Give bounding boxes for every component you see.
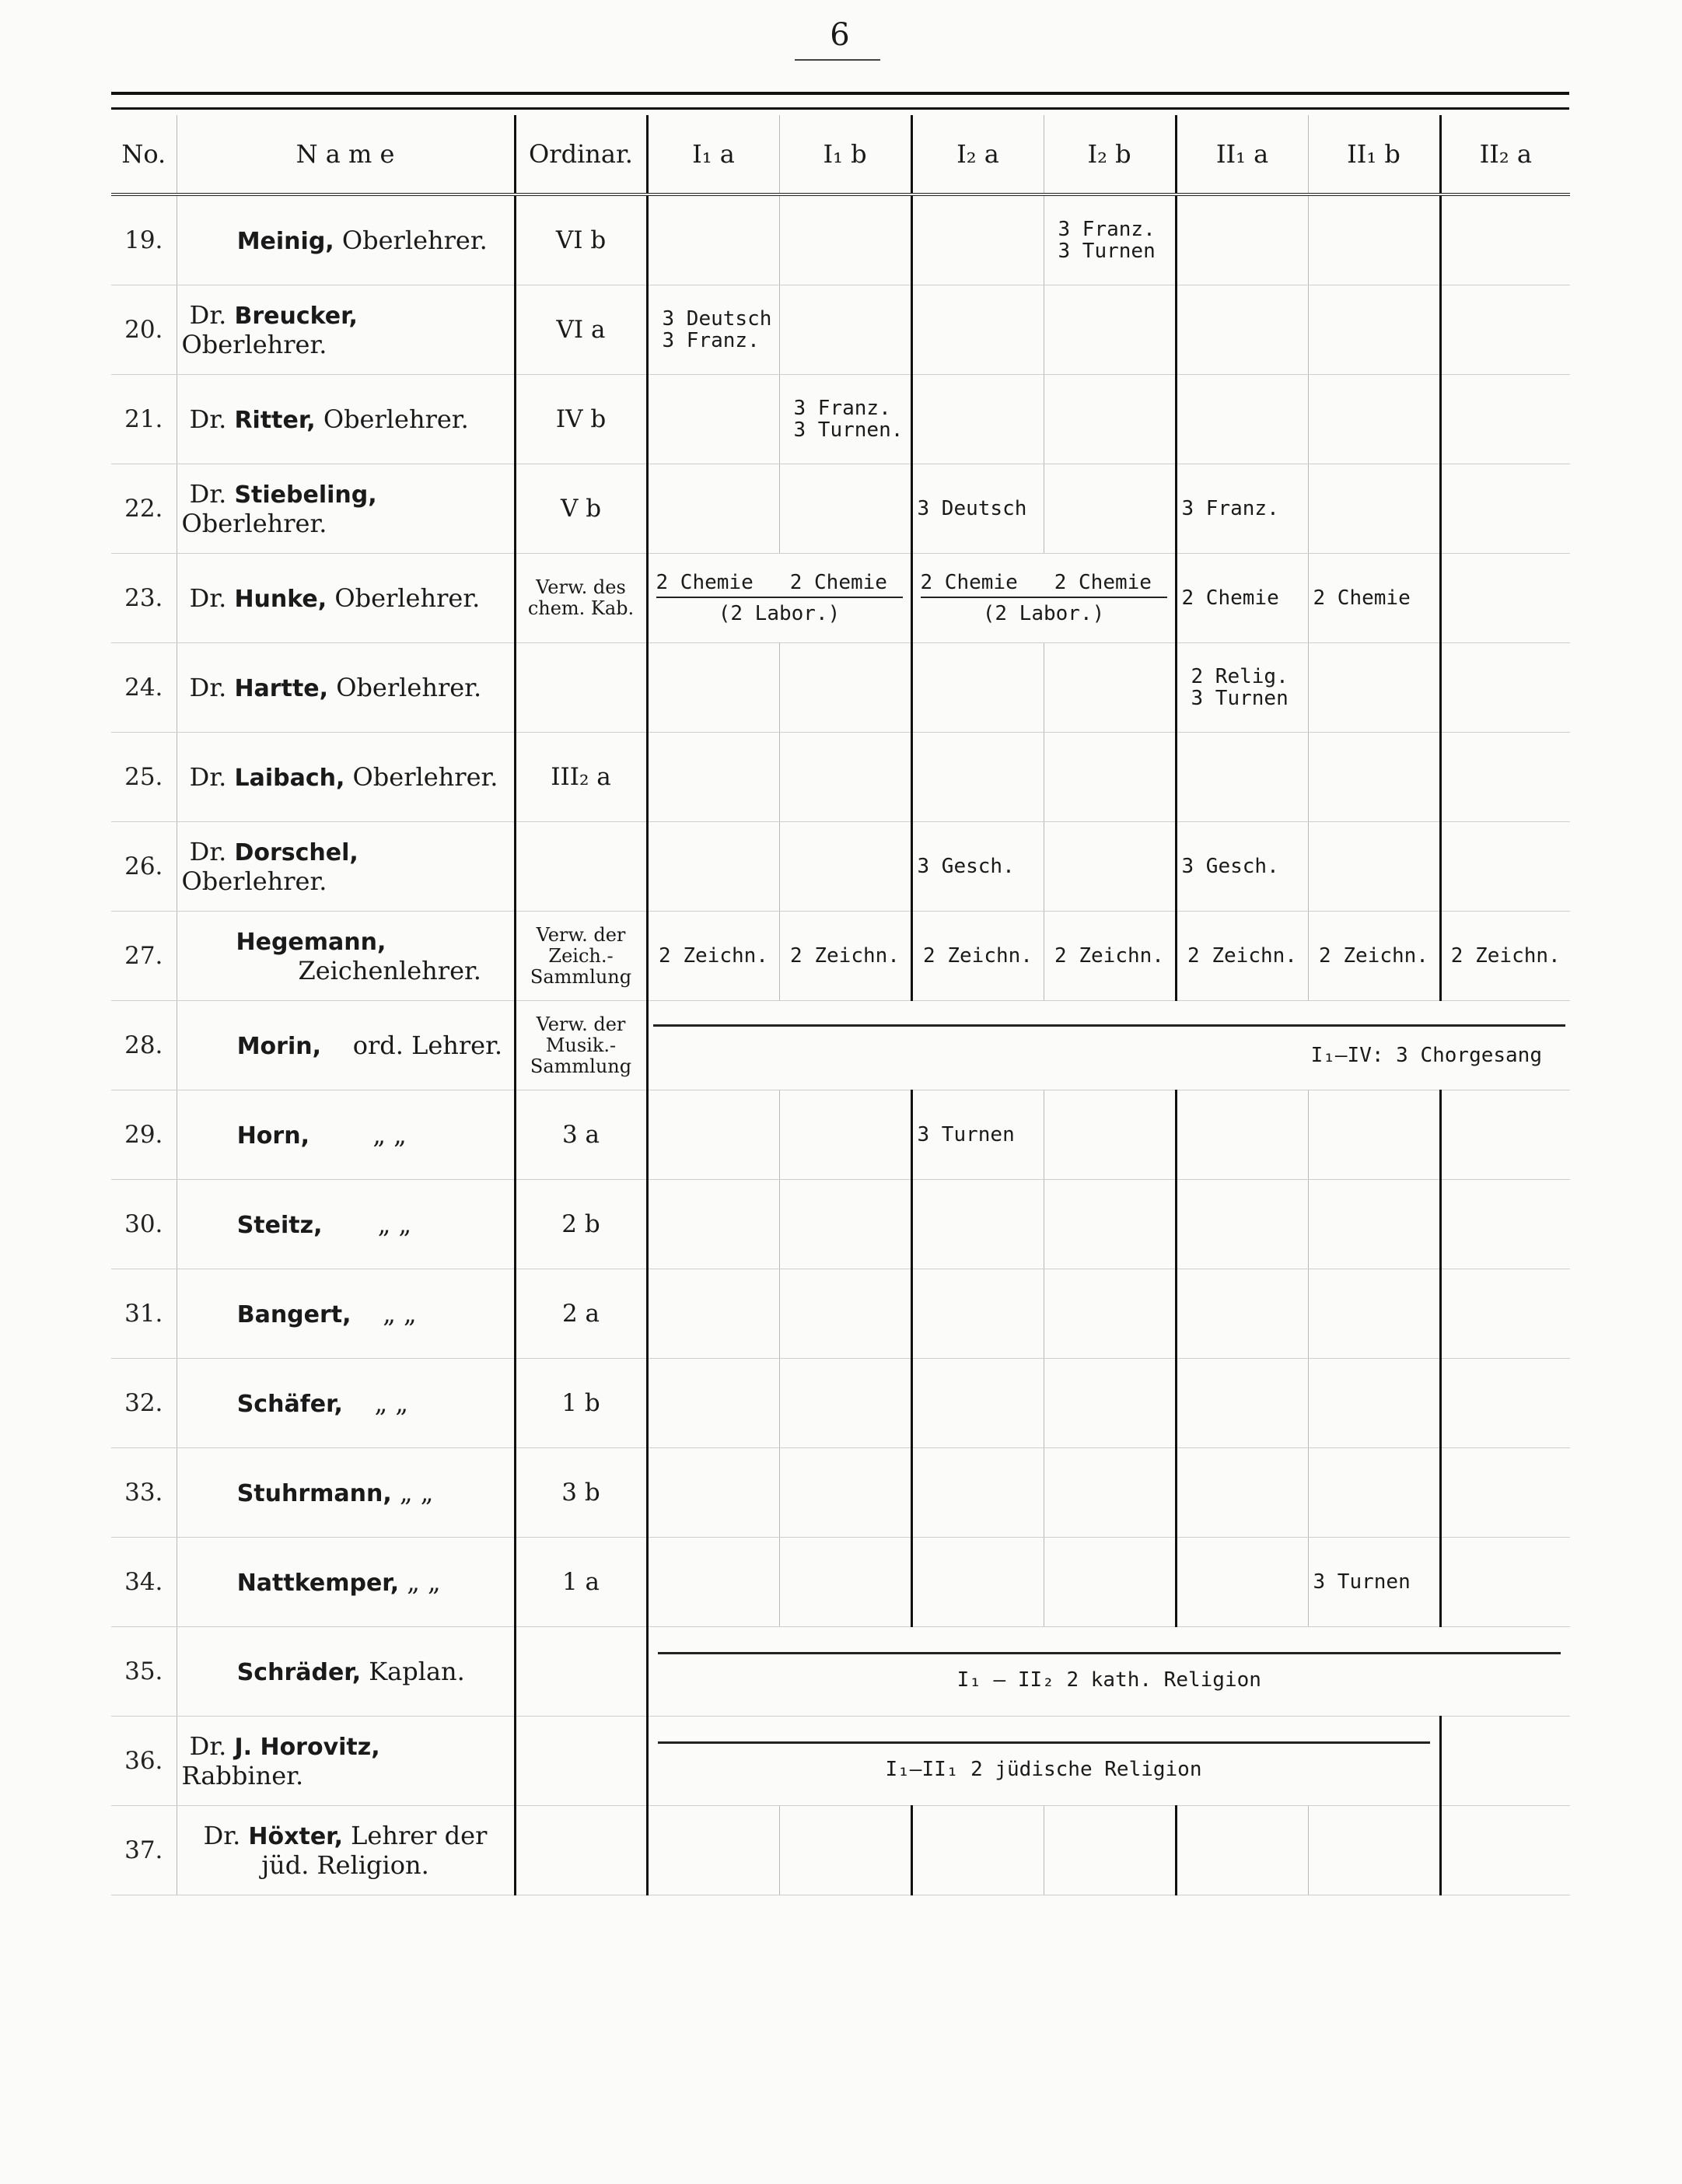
cell-i1b: [779, 733, 911, 822]
cell-i1a: [647, 1538, 779, 1627]
cell-ii1a: [1176, 1090, 1308, 1180]
surname: Morin,: [236, 1033, 321, 1060]
entry: 3 Turnen: [1191, 687, 1289, 710]
teacher-name: [177, 194, 515, 285]
surname: Stuhrmann,: [236, 1480, 392, 1507]
cell-i1a: [647, 1806, 779, 1895]
cell-ii2a: [1440, 1717, 1570, 1806]
cell-i2a: [911, 1180, 1044, 1269]
cell-i1a: [647, 1269, 779, 1359]
cell-i2b: [1044, 1359, 1176, 1448]
table-row: [111, 1627, 1570, 1717]
cell-ii1b: [1308, 822, 1440, 912]
cell-i1a: [647, 1090, 779, 1180]
title: Zeichenlehrer.: [298, 956, 481, 985]
teacher-name: [177, 464, 515, 554]
header-class-i1a: I₁ a: [647, 115, 779, 194]
cell-i1a: [647, 1448, 779, 1538]
cell-ii1b: [1308, 285, 1440, 375]
row-number: 26.: [111, 822, 177, 912]
span-label: I₁—II₁ 2 jüdische Religion: [885, 1757, 1202, 1781]
prefix: Dr.: [189, 837, 227, 866]
ordinar-line: Sammlung: [530, 965, 632, 988]
cell-i2a: [911, 1448, 1044, 1538]
row-number: 30.: [111, 1180, 177, 1269]
cell-i2b: [1044, 464, 1176, 554]
header-no: No.: [111, 115, 177, 194]
span-brace-line: [658, 1741, 1430, 1744]
ordinar: VI a: [515, 285, 647, 375]
table-row: [111, 1448, 1570, 1538]
cell-ii1a: [1176, 643, 1308, 733]
header-row: [111, 115, 1570, 194]
title: „ „: [383, 1299, 417, 1328]
surname: Laibach,: [234, 765, 345, 792]
cell-i2b: [1044, 1090, 1176, 1180]
teacher-name: [177, 643, 515, 733]
span-label: I₁ – II₂ 2 kath. Religion: [956, 1668, 1261, 1692]
cell-i1b: [779, 1269, 911, 1359]
teacher-name: [177, 733, 515, 822]
teacher-schedule-table: [111, 115, 1570, 1895]
row-number: 22.: [111, 464, 177, 554]
cell-ii1a: [1176, 1538, 1308, 1627]
span-label: I₁—IV: 3 Chorgesang: [1310, 1043, 1542, 1067]
cell-ii1a: [1176, 1359, 1308, 1448]
cell-i2b: [1044, 285, 1176, 375]
cell-i1a: [647, 1359, 779, 1448]
ordinar: [515, 1627, 647, 1717]
row-number: 29.: [111, 1090, 177, 1180]
top-rule: [111, 92, 1569, 95]
cell-i2b: [1044, 1269, 1176, 1359]
row-number: 28.: [111, 1001, 177, 1090]
table-row: [111, 194, 1570, 285]
cell-i1b: 2 Zeichn.: [779, 912, 911, 1001]
cell-i1b: [779, 643, 911, 733]
cell-i1a: 2 Zeichn.: [647, 912, 779, 1001]
title: Kaplan.: [369, 1657, 465, 1686]
table-row: [111, 375, 1570, 464]
entry: 2 Chemie: [789, 571, 887, 594]
cell-ii1a: [1176, 1448, 1308, 1538]
page-number-rule: [795, 59, 880, 61]
title: Oberlehrer.: [341, 226, 488, 255]
cell-i1b: [779, 822, 911, 912]
ordinar: [515, 1717, 647, 1806]
cell-i2a: [911, 375, 1044, 464]
cell-ii2a: [1440, 643, 1570, 733]
cell-i1b: [779, 285, 911, 375]
title: Oberlehrer.: [336, 673, 482, 702]
teacher-name: [177, 1359, 515, 1448]
teacher-name: [177, 1001, 515, 1090]
cell-i1a: [647, 822, 779, 912]
surname: Hartte,: [234, 675, 329, 702]
entry: 3 Franz.: [1058, 218, 1156, 241]
teacher-name: [177, 285, 515, 375]
entry: 2 Chemie: [920, 571, 1018, 594]
title: ord. Lehrer.: [352, 1031, 503, 1060]
cell-ii1b: [1308, 1359, 1440, 1448]
cell-i1b: [779, 1806, 911, 1895]
cell-i2b: [1044, 1538, 1176, 1627]
row-number: 24.: [111, 643, 177, 733]
teacher-name: [177, 1269, 515, 1359]
header-class-i2a: I₂ a: [911, 115, 1044, 194]
table-row: [111, 1717, 1570, 1806]
cell-ii2a: [1440, 285, 1570, 375]
surname: Stiebeling,: [234, 481, 377, 509]
cell-ii1a: [1176, 375, 1308, 464]
row-number: 23.: [111, 554, 177, 643]
title: Rabbiner.: [181, 1761, 304, 1790]
surname: Schäfer,: [236, 1391, 343, 1418]
prefix: Dr.: [203, 1821, 241, 1850]
surname: Nattkemper,: [236, 1570, 400, 1597]
cell-ii1a: [1176, 1180, 1308, 1269]
entry: 2 Chemie: [656, 571, 754, 594]
entry: 3 Franz.: [793, 397, 891, 420]
cell-ii1b: 3 Turnen: [1308, 1538, 1440, 1627]
cell-ii1b: [1308, 643, 1440, 733]
cell-ii1b: [1308, 733, 1440, 822]
cell-ii2a: [1440, 1806, 1570, 1895]
cell-i1a: [647, 194, 779, 285]
title: Oberlehrer.: [323, 404, 469, 434]
surname: Bangert,: [236, 1301, 351, 1328]
title: „ „: [407, 1567, 441, 1597]
ordinar: III₂ a: [515, 733, 647, 822]
surname: Hegemann,: [236, 929, 386, 956]
cell-i1b: [779, 464, 911, 554]
cell-i2a: [911, 1359, 1044, 1448]
row-number: 33.: [111, 1448, 177, 1538]
title: Oberlehrer.: [181, 330, 327, 359]
header-class-ii2a: II₂ a: [1440, 115, 1570, 194]
cell-ii1a: [1176, 1269, 1308, 1359]
header-class-ii1b: II₁ b: [1308, 115, 1440, 194]
entry: 3 Turnen.: [793, 418, 904, 442]
surname: Schräder,: [236, 1659, 362, 1686]
cell-ii2a: [1440, 1180, 1570, 1269]
cell-ii1b: [1308, 1448, 1440, 1538]
ordinar: 2 b: [515, 1180, 647, 1269]
span-juedische-religion: [647, 1717, 1440, 1806]
prefix: Dr.: [189, 300, 227, 330]
teacher-name: [177, 1806, 515, 1895]
ordinar-line: Sammlung: [530, 1055, 632, 1077]
table-row: [111, 1180, 1570, 1269]
cell-i1b: [779, 194, 911, 285]
cell-ii1b: [1308, 1806, 1440, 1895]
surname: Hunke,: [234, 586, 327, 613]
cell-i2a: 3 Turnen: [911, 1090, 1044, 1180]
cell-ii1b: [1308, 194, 1440, 285]
cell-i2b: [1044, 194, 1176, 285]
teacher-name: [177, 375, 515, 464]
row-number: 21.: [111, 375, 177, 464]
cell-i2b: [1044, 1448, 1176, 1538]
table-row: [111, 464, 1570, 554]
ordinar: IV b: [515, 375, 647, 464]
cell-i2a: [911, 733, 1044, 822]
teacher-name: [177, 1448, 515, 1538]
surname: Horn,: [236, 1122, 309, 1150]
header-class-i2b: I₂ b: [1044, 115, 1176, 194]
title: „ „: [377, 1209, 412, 1239]
cell-ii1a: [1176, 1806, 1308, 1895]
title: „ „: [372, 1120, 407, 1150]
cell-i1a: [647, 464, 779, 554]
cell-i2b: [1044, 1806, 1176, 1895]
teacher-name: [177, 554, 515, 643]
cell-i1-chemie: [647, 554, 911, 643]
table-row: [111, 733, 1570, 822]
row-number: 25.: [111, 733, 177, 822]
cell-ii2a: [1440, 1359, 1570, 1448]
prefix: Dr.: [189, 673, 227, 702]
labor-label: (2 Labor.): [982, 602, 1105, 625]
row-number: 32.: [111, 1359, 177, 1448]
surname: J. Horovitz,: [234, 1734, 380, 1761]
ordinar: 3 a: [515, 1090, 647, 1180]
cell-ii2a: [1440, 822, 1570, 912]
cell-i2b: 2 Zeichn.: [1044, 912, 1176, 1001]
prefix: Dr.: [189, 583, 227, 613]
cell-i1b: [779, 1090, 911, 1180]
ordinar: [515, 822, 647, 912]
table-row: [111, 1806, 1570, 1895]
table-row: [111, 285, 1570, 375]
table-row: [111, 1359, 1570, 1448]
entry: 3 Deutsch: [662, 307, 772, 331]
ordinar: 1 a: [515, 1538, 647, 1627]
cell-i2a: [911, 194, 1044, 285]
ordinar: 2 a: [515, 1269, 647, 1359]
header-class-i1b: I₁ b: [779, 115, 911, 194]
ordinar: [515, 912, 647, 1001]
row-number: 35.: [111, 1627, 177, 1717]
title: Oberlehrer.: [181, 509, 327, 538]
table-row: [111, 1538, 1570, 1627]
ordinar: [515, 643, 647, 733]
cell-i2b: [1044, 822, 1176, 912]
span-kath-religion: [647, 1627, 1570, 1717]
table-row: [111, 554, 1570, 643]
cell-i1a: [647, 285, 779, 375]
surname: Breucker,: [234, 303, 358, 330]
ordinar-line: Verw. der: [536, 923, 626, 946]
entry: 2 Chemie: [1054, 571, 1152, 594]
cell-i2b: [1044, 1180, 1176, 1269]
header-ordinar: Ordinar.: [515, 115, 647, 194]
table-row: [111, 1090, 1570, 1180]
ordinar-line: Zeich.-: [548, 944, 614, 967]
cell-i1a: [647, 733, 779, 822]
teacher-name: [177, 822, 515, 912]
cell-i1a: [647, 643, 779, 733]
title-line: jüd. Religion.: [261, 1850, 429, 1880]
row-number: 31.: [111, 1269, 177, 1359]
cell-i2b: [1044, 643, 1176, 733]
span-brace-line: [653, 1024, 1566, 1027]
cell-ii1b: [1308, 1090, 1440, 1180]
cell-i2a: 2 Zeichn.: [911, 912, 1044, 1001]
row-number: 34.: [111, 1538, 177, 1627]
cell-i2a: [911, 643, 1044, 733]
table-row: [111, 822, 1570, 912]
teacher-name: [177, 1627, 515, 1717]
title: Lehrer der: [351, 1821, 488, 1850]
cell-i1b: [779, 1448, 911, 1538]
cell-ii1a: 3 Franz.: [1176, 464, 1308, 554]
entry: 3 Turnen: [1058, 240, 1156, 263]
table-row: [111, 643, 1570, 733]
ordinar: [515, 1806, 647, 1895]
ordinar: VI b: [515, 194, 647, 285]
ordinar-line: Verw. der: [536, 1013, 626, 1035]
labor-label: (2 Labor.): [718, 602, 841, 625]
cell-ii1b: [1308, 1269, 1440, 1359]
title: „ „: [399, 1478, 434, 1507]
row-number: 20.: [111, 285, 177, 375]
cell-ii1a: [1176, 733, 1308, 822]
cell-ii2a: [1440, 1269, 1570, 1359]
surname: Dorschel,: [234, 839, 358, 866]
row-number: 37.: [111, 1806, 177, 1895]
entry: 3 Franz.: [662, 329, 760, 352]
teacher-name: [177, 912, 515, 1001]
cell-ii1a: 2 Zeichn.: [1176, 912, 1308, 1001]
ordinar-line: chem. Kab.: [527, 597, 635, 619]
brace-group: [921, 572, 1167, 598]
cell-i2a: [911, 1538, 1044, 1627]
cell-ii2a: [1440, 1090, 1570, 1180]
cell-ii1a: 2 Chemie: [1176, 554, 1308, 643]
ordinar: [515, 1001, 647, 1090]
surname: Meinig,: [236, 228, 334, 255]
cell-ii1a: [1176, 194, 1308, 285]
cell-ii1b: [1308, 375, 1440, 464]
cell-i2-chemie: [911, 554, 1176, 643]
teacher-name: [177, 1180, 515, 1269]
cell-i1b: [779, 375, 911, 464]
teacher-name: [177, 1717, 515, 1806]
row-number: 27.: [111, 912, 177, 1001]
ordinar: 1 b: [515, 1359, 647, 1448]
ordinar: V b: [515, 464, 647, 554]
row-number: 36.: [111, 1717, 177, 1806]
name-line: [182, 1821, 509, 1850]
cell-i2a: 3 Gesch.: [911, 822, 1044, 912]
table-row: [111, 912, 1570, 1001]
cell-i2a: [911, 1806, 1044, 1895]
cell-i2a: 3 Deutsch: [911, 464, 1044, 554]
prefix: Dr.: [189, 404, 227, 434]
cell-ii2a: [1440, 375, 1570, 464]
title: Oberlehrer.: [334, 583, 481, 613]
teacher-name: [177, 1090, 515, 1180]
title: „ „: [374, 1388, 408, 1418]
teacher-name: [177, 1538, 515, 1627]
cell-i2a: [911, 1269, 1044, 1359]
page-number: 6: [830, 17, 850, 53]
cell-i1a: [647, 375, 779, 464]
prefix: Dr.: [189, 1731, 227, 1761]
cell-ii1a: [1176, 285, 1308, 375]
cell-ii2a: 2 Zeichn.: [1440, 912, 1570, 1001]
table-row: [111, 1269, 1570, 1359]
cell-ii2a: [1440, 1448, 1570, 1538]
cell-ii1b: 2 Chemie: [1308, 554, 1440, 643]
cell-i1b: [779, 1538, 911, 1627]
header-name: N a m e: [177, 115, 515, 194]
cell-i1a: [647, 1180, 779, 1269]
prefix: Dr.: [189, 762, 227, 792]
cell-i2b: [1044, 733, 1176, 822]
name-line: [182, 926, 509, 956]
brace-group: [656, 572, 903, 598]
cell-ii2a: [1440, 554, 1570, 643]
surname: Höxter,: [248, 1823, 343, 1850]
cell-ii2a: [1440, 464, 1570, 554]
cell-ii2a: [1440, 733, 1570, 822]
cell-i1b: [779, 1359, 911, 1448]
cell-i2a: [911, 285, 1044, 375]
ordinar-line: Musik.-: [545, 1034, 617, 1056]
ordinar: [515, 554, 647, 643]
cell-i2b: [1044, 375, 1176, 464]
cell-ii1a: 3 Gesch.: [1176, 822, 1308, 912]
surname: Ritter,: [234, 407, 316, 434]
prefix: Dr.: [189, 479, 227, 509]
ordinar-line: Verw. des: [536, 576, 626, 598]
title: Oberlehrer.: [352, 762, 498, 792]
cell-ii1b: [1308, 1180, 1440, 1269]
cell-ii1b: 2 Zeichn.: [1308, 912, 1440, 1001]
row-number: 19.: [111, 194, 177, 285]
span-chorgesang: [647, 1001, 1570, 1090]
entry: 2 Relig.: [1191, 665, 1289, 688]
span-brace-line: [658, 1652, 1561, 1654]
cell-ii2a: [1440, 194, 1570, 285]
ordinar: 3 b: [515, 1448, 647, 1538]
title: Oberlehrer.: [181, 866, 327, 896]
cell-ii1b: [1308, 464, 1440, 554]
cell-ii2a: [1440, 1538, 1570, 1627]
header-class-ii1a: II₁ a: [1176, 115, 1308, 194]
cell-i1b: [779, 1180, 911, 1269]
table-row: [111, 1001, 1570, 1090]
top-rule-double: [111, 107, 1569, 110]
surname: Steitz,: [236, 1212, 323, 1239]
